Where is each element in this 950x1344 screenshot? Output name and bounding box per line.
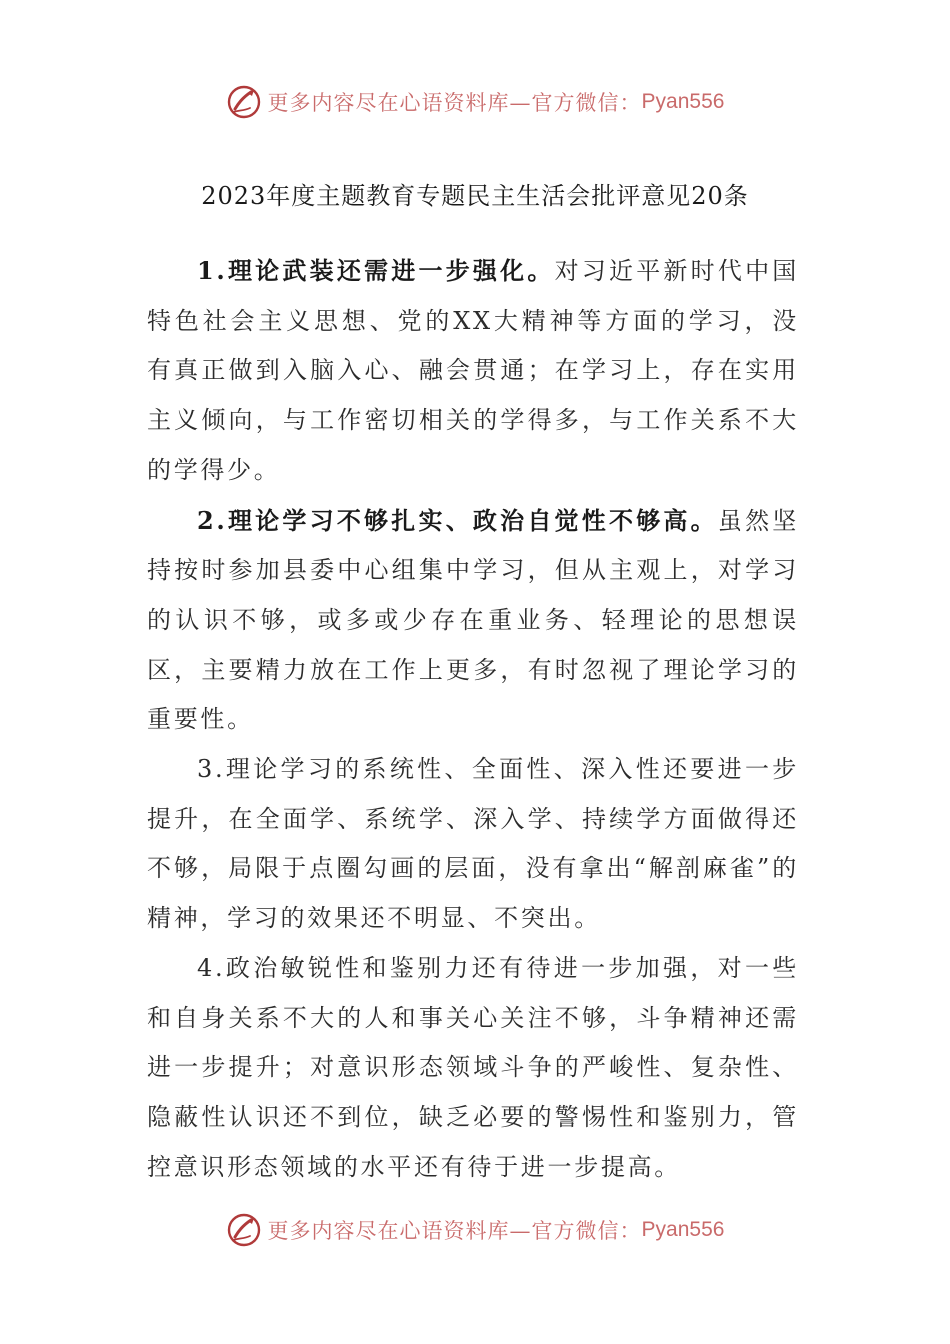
pen-logo-icon [226, 84, 262, 120]
banner-wechat-id: Pyan556 [641, 1218, 725, 1241]
paragraph-1-lead: 1.理论武装还需进一步强化。 [197, 256, 555, 285]
paragraph-1 [147, 246, 799, 496]
paragraph-4 [147, 944, 799, 1193]
pen-logo-icon [226, 1212, 262, 1248]
paragraph-3-body: 3.理论学习的系统性、全面性、深入性还要进一步提升，在全面学、系统学、深入学、持续学方面做得还不够，局限于点圈勾画的层面，没有拿出“解剖麻雀”的精神，学习的效果还不明显、不突出。 [147, 755, 799, 933]
banner-text: 更多内容尽在心语资料库—官方微信： [267, 91, 642, 115]
paragraph-2-lead: 2.理论学习不够扎实、政治自觉性不够高。 [197, 505, 718, 535]
paragraph-2 [147, 496, 799, 746]
paragraph-4-body: 4.政治敏锐性和鉴别力还有待进一步加强，对一些和自身关系不大的人和事关心关注不够，斗争精神还需进一步提升；对意识形态领域斗争的严峻性、复杂性、隐蔽性认识还不到位，缺乏必要的警惕性和鉴别力，管控意识形态领域的水平还有待于进一步提高。 [147, 953, 799, 1181]
paragraph-3 [147, 745, 799, 944]
paragraph-1-body: 对习近平新时代中国特色社会主义思想、党的XX大精神等方面的学习，没有真正做到入脑入心、融会贯通；在学习上，存在实用主义倾向，与工作密切相关的学得多，与工作关系不大的学得少。 [147, 257, 799, 484]
header-watermark-banner [0, 82, 950, 122]
document-body [147, 246, 799, 1192]
document-title: 2023年度主题教育专题民主生活会批评意见20条 [201, 182, 749, 210]
banner-text: 更多内容尽在心语资料库—官方微信： [267, 1219, 642, 1243]
footer-watermark-banner [0, 1210, 950, 1250]
banner-wechat-id: Pyan556 [641, 90, 725, 113]
paragraph-2-body: 虽然坚持按时参加县委中心组集中学习，但从主观上，对学习的认识不够，或多或少存在重业务、轻理论的思想误区，主要精力放在工作上更多，有时忽视了理论学习的重要性。 [147, 506, 799, 734]
